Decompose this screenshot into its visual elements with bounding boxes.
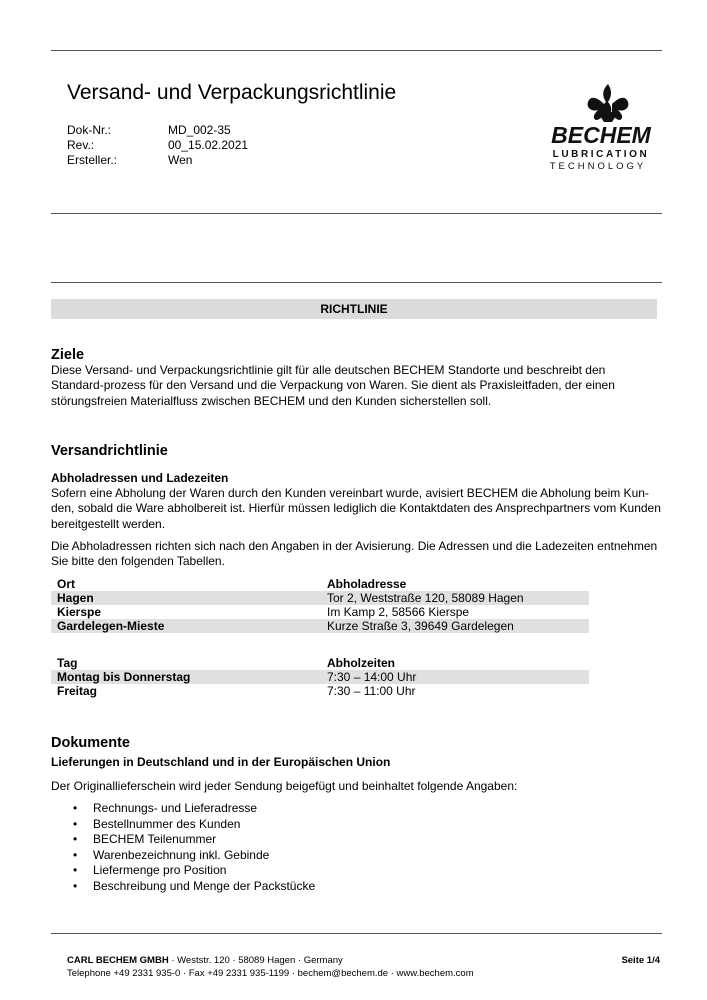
- times-table: [51, 656, 589, 698]
- meta-label-rev: Rev.:: [67, 138, 95, 152]
- svg-text:TECHNOLOGY: TECHNOLOGY: [549, 161, 647, 172]
- heading-versandrichtlinie: Versandrichtlinie: [51, 443, 168, 459]
- table-header-row: [51, 577, 589, 591]
- subheading-lieferungen: Lieferungen in Deutschland und in der Europäischen Union: [51, 755, 391, 769]
- table-header-tag: Tag: [57, 656, 78, 670]
- table-cell-tag: Montag bis Donnerstag: [51, 670, 321, 684]
- meta-value-rev: 00_15.02.2021: [168, 138, 249, 152]
- list-item: • BECHEM Teilenummer: [51, 832, 315, 848]
- fleur-de-lis-icon: [540, 82, 662, 174]
- header-bottom-rule: [51, 213, 662, 214]
- table-cell-ort: Kierspe: [57, 605, 102, 619]
- footer-address: · Weststr. 120 · 58089 Hagen · Germany: [168, 955, 343, 966]
- richtlinie-banner: RICHTLINIE: [51, 299, 657, 319]
- heading-ziele: Ziele: [51, 347, 85, 363]
- footer-contact: Telephone +49 2331 935-0 · Fax +49 2331 935-1199 · bechem@bechem.de · www.bechem.com: [67, 968, 474, 979]
- table-header-abholzeiten: Abholzeiten: [327, 656, 395, 670]
- meta-value-ersteller: Wen: [168, 153, 193, 167]
- table-header-ort: Ort: [57, 577, 75, 591]
- paragraph-lieferschein: Der Originallieferschein wird jeder Sendung beigefügt und beinhaltet folgende Angaben:: [51, 779, 518, 793]
- table-cell-tag: Freitag: [57, 684, 98, 698]
- meta-label-doknr: Dok-Nr.:: [67, 123, 112, 137]
- table-row: [51, 670, 589, 684]
- table-cell-adresse: Tor 2, Weststraße 120, 58089 Hagen: [321, 591, 589, 605]
- bechem-logo: [540, 82, 662, 174]
- lieferschein-list: [51, 801, 315, 894]
- table-row: [51, 605, 589, 619]
- table-cell-adresse: Im Kamp 2, 58566 Kierspe: [327, 605, 470, 619]
- list-item: • Warenbezeichnung inkl. Gebinde: [51, 848, 315, 864]
- document-title: Versand- und Verpackungsrichtlinie: [67, 81, 397, 104]
- table-cell-zeit: 7:30 – 11:00 Uhr: [327, 684, 416, 698]
- list-item: • Beschreibung und Menge der Packstücke: [51, 879, 315, 895]
- table-cell-ort: Hagen: [51, 591, 321, 605]
- table-row: [51, 591, 589, 605]
- paragraph-ziele: Diese Versand- und Verpackungsrichtlinie gilt für alle deutschen BECHEM Standorte und beschreibt den Standard-prozess für den Versand und die Verpackung von Waren. Sie dient als Praxisleitfaden, der einen störungsfreien Materialfluss zwischen BECHEM und den Kunden sicherstellen soll.: [51, 363, 615, 408]
- page-number: Seite 1/4: [621, 955, 660, 966]
- svg-text:LUBRICATION: LUBRICATION: [552, 149, 650, 160]
- footer-company: CARL BECHEM GMBH: [67, 955, 169, 966]
- table-cell-adresse: Kurze Straße 3, 39649 Gardelegen: [321, 619, 589, 633]
- top-rule: [51, 50, 662, 51]
- paragraph-abholadressen: Die Abholadressen richten sich nach den Angaben in der Avisierung. Die Adressen und die Ladezeiten entnehmen Sie bitte den folgenden Tabellen.: [51, 539, 658, 569]
- table-cell-ort: Gardelegen-Mieste: [51, 619, 321, 633]
- heading-dokumente: Dokumente: [51, 735, 130, 751]
- table-cell-zeit: 7:30 – 14:00 Uhr: [321, 670, 589, 684]
- list-item: • Bestellnummer des Kunden: [51, 817, 315, 833]
- list-item: • Liefermenge pro Position: [51, 863, 315, 879]
- footer-rule: [51, 933, 662, 934]
- subheading-abholadressen: Abholadressen und Ladezeiten: [51, 471, 229, 485]
- table-header-row: [51, 656, 589, 670]
- table-header-abholadresse: Abholadresse: [327, 577, 407, 591]
- table-row: [51, 684, 589, 698]
- meta-label-ersteller: Ersteller.:: [67, 153, 118, 167]
- list-item: • Rechnungs- und Lieferadresse: [51, 801, 315, 817]
- footer-address-line: [67, 955, 343, 966]
- section-rule: [51, 282, 662, 283]
- paragraph-abholung: Sofern eine Abholung der Waren durch den Kunden vereinbart wurde, avisiert BECHEM die Abholung beim Kun-den, sobald die Ware abholbereit ist. Hierfür müssen lediglich die Kontaktdaten des Ansprechpartners vom Kunden bereitgestellt werden.: [51, 486, 661, 531]
- table-row: [51, 619, 589, 633]
- meta-value-doknr: MD_002-35: [168, 123, 231, 137]
- address-table: [51, 577, 589, 633]
- svg-text:BECHEM: BECHEM: [551, 122, 651, 148]
